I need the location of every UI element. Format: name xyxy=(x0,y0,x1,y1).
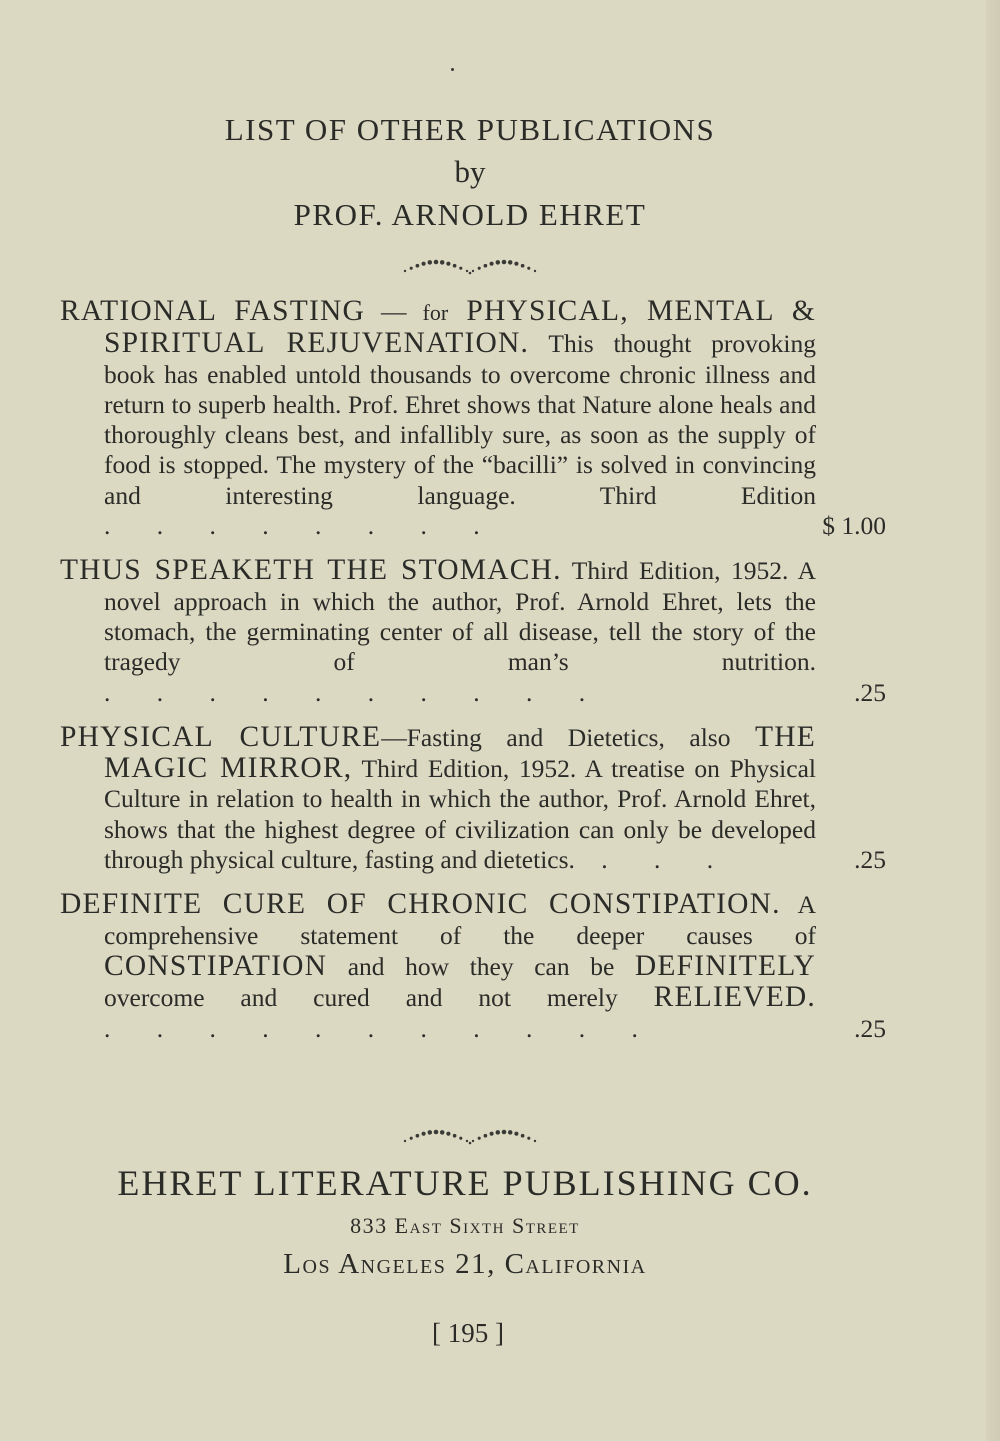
page-number: [ 195 ] xyxy=(432,1318,504,1348)
publication-description: This thought provoking book has enabled untold thousands to overcome chronic illness and return to superb health. Prof. Ehret shows that Nature alone heals and thoroughly cleans best, and infallibly sure, as soon as the supply of food is stopped. The mystery of the “bacilli” is solved in convincing and interesting language. Third Edition xyxy=(104,329,816,510)
publication-description: Third Edition, 1952. A novel approach in which the author, Prof. Arnold Ehret, lets the stomach, the germinating center of all disease, tell the story of the tragedy of man’s nutrition. xyxy=(104,556,816,677)
publication-entry-thus-speaketh-the-stomach xyxy=(60,555,890,707)
ornament-dot xyxy=(434,260,439,265)
ornament-dot xyxy=(453,1134,457,1138)
ink-speck xyxy=(451,68,454,71)
publisher-block xyxy=(0,1160,930,1284)
dot-leaders: . . . xyxy=(574,845,734,875)
ornament-dot xyxy=(410,1137,413,1140)
subtitle-for: for xyxy=(422,300,449,325)
publication-price: .25 xyxy=(854,1013,886,1043)
ornament-dot xyxy=(422,262,426,266)
ornament-dot xyxy=(434,1130,439,1135)
ornament-dot xyxy=(527,1137,530,1140)
publication-price: $ 1.00 xyxy=(822,511,886,541)
ornament-dot xyxy=(466,1140,468,1142)
publication-description: overcome and cured and not merely xyxy=(104,983,654,1013)
publication-subtitle: PHYSICAL, MENTAL & SPIRITUAL REJUVENATION. xyxy=(104,295,816,360)
publication-title: PHYSICAL CULTURE xyxy=(60,720,382,753)
ornament-dot xyxy=(496,260,501,265)
publication-entry-rational-fasting xyxy=(60,296,890,541)
byline-by: by xyxy=(454,154,486,189)
publication-title: DEFINITE CURE OF CHRONIC CONSTIPATION. xyxy=(60,888,781,921)
publisher-street: 833 East Sixth Street xyxy=(350,1213,580,1238)
ornament-dot xyxy=(514,262,518,266)
ornament-dot xyxy=(534,270,536,272)
ornament-dot xyxy=(478,267,481,270)
ornament-dot xyxy=(514,1132,518,1136)
emphasis-word: DEFINITELY xyxy=(634,949,816,982)
ornament-dot xyxy=(446,262,450,266)
publication-entry-physical-culture xyxy=(60,722,890,875)
ornament-dot xyxy=(466,270,468,272)
ornament-dot xyxy=(484,1134,488,1138)
ornament-dot xyxy=(469,272,472,275)
ornament-dot xyxy=(527,267,530,270)
ornament-dot xyxy=(410,267,413,270)
publication-price: .25 xyxy=(854,845,886,875)
ornament-dot xyxy=(484,264,488,268)
dot-leaders: . . . . . . . . . . . xyxy=(104,1013,658,1043)
publication-subtitle: THE MAGIC MIRROR, xyxy=(104,720,816,785)
ornament-dot xyxy=(440,260,445,265)
publication-text xyxy=(60,722,816,875)
emphasis-word: RELIEVED. xyxy=(653,981,816,1014)
ornament-dot xyxy=(508,260,513,265)
ornament-dot xyxy=(521,264,525,268)
ornament-dot xyxy=(459,1137,462,1140)
publication-description: A comprehensive statement of the deeper causes of xyxy=(104,890,816,950)
dot-leaders: . . . . . . . . xyxy=(104,511,500,541)
ornament-dot xyxy=(472,1140,474,1142)
ornament-dot xyxy=(490,1132,494,1136)
publication-entry-definite-cure xyxy=(60,889,890,1043)
ornament-dot xyxy=(472,270,474,272)
publisher-name: EHRET LITERATURE PUBLISHING CO. xyxy=(117,1163,813,1203)
ornament-dot xyxy=(453,264,457,268)
ornament-dot xyxy=(502,260,507,265)
page-title: LIST OF OTHER PUBLICATIONS xyxy=(224,112,716,147)
publication-description: and how they can be xyxy=(327,951,635,981)
ornament-dot xyxy=(446,1132,450,1136)
publication-text xyxy=(60,555,816,707)
ornament-dot xyxy=(534,1140,536,1142)
publication-price: .25 xyxy=(854,677,886,707)
ornament-dot xyxy=(404,1140,406,1142)
author-name: PROF. ARNOLD EHRET xyxy=(293,197,647,232)
title-dash-note: —Fasting and Dietetics, also xyxy=(381,722,756,752)
ornament-dot xyxy=(469,1142,472,1145)
title-dash: — xyxy=(364,297,423,326)
page-edge xyxy=(986,0,1000,1441)
ornament-dot xyxy=(416,264,420,268)
publication-title: THUS SPEAKETH THE STOMACH. xyxy=(60,554,562,587)
ornament-dot xyxy=(428,260,433,265)
ornament-dot xyxy=(440,1130,445,1135)
dotted-fleuron-icon xyxy=(395,1126,545,1146)
dot-leaders: . . . . . . . . . . xyxy=(104,677,606,707)
ornament-dot xyxy=(478,1137,481,1140)
emphasis-word: CONSTIPATION xyxy=(104,949,328,982)
ornament-dot xyxy=(521,1134,525,1138)
dotted-fleuron-icon xyxy=(395,256,545,276)
publisher-city: Los Angeles 21, California xyxy=(283,1248,647,1280)
publication-text xyxy=(60,889,816,1043)
ornament-dot xyxy=(490,262,494,266)
ornament-dot xyxy=(508,1130,513,1135)
ornament-dot xyxy=(496,1130,501,1135)
ornament-dot xyxy=(404,270,406,272)
ornament-dot xyxy=(502,1130,507,1135)
publication-description: Third Edition, 1952. A treatise on Physical Culture in relation to health in which the author, Prof. Arnold Ehret, shows that the highest degree of civilization can only be developed through physical culture, fasting and dietetics. xyxy=(104,754,816,875)
ornament-dot xyxy=(459,267,462,270)
ornament-dot xyxy=(422,1132,426,1136)
publication-text xyxy=(60,296,816,541)
publication-title: RATIONAL FASTING xyxy=(60,295,365,327)
ornament-dot xyxy=(428,1130,433,1135)
header xyxy=(0,110,940,236)
ornament-dot xyxy=(416,1134,420,1138)
publication-list xyxy=(60,296,890,1058)
